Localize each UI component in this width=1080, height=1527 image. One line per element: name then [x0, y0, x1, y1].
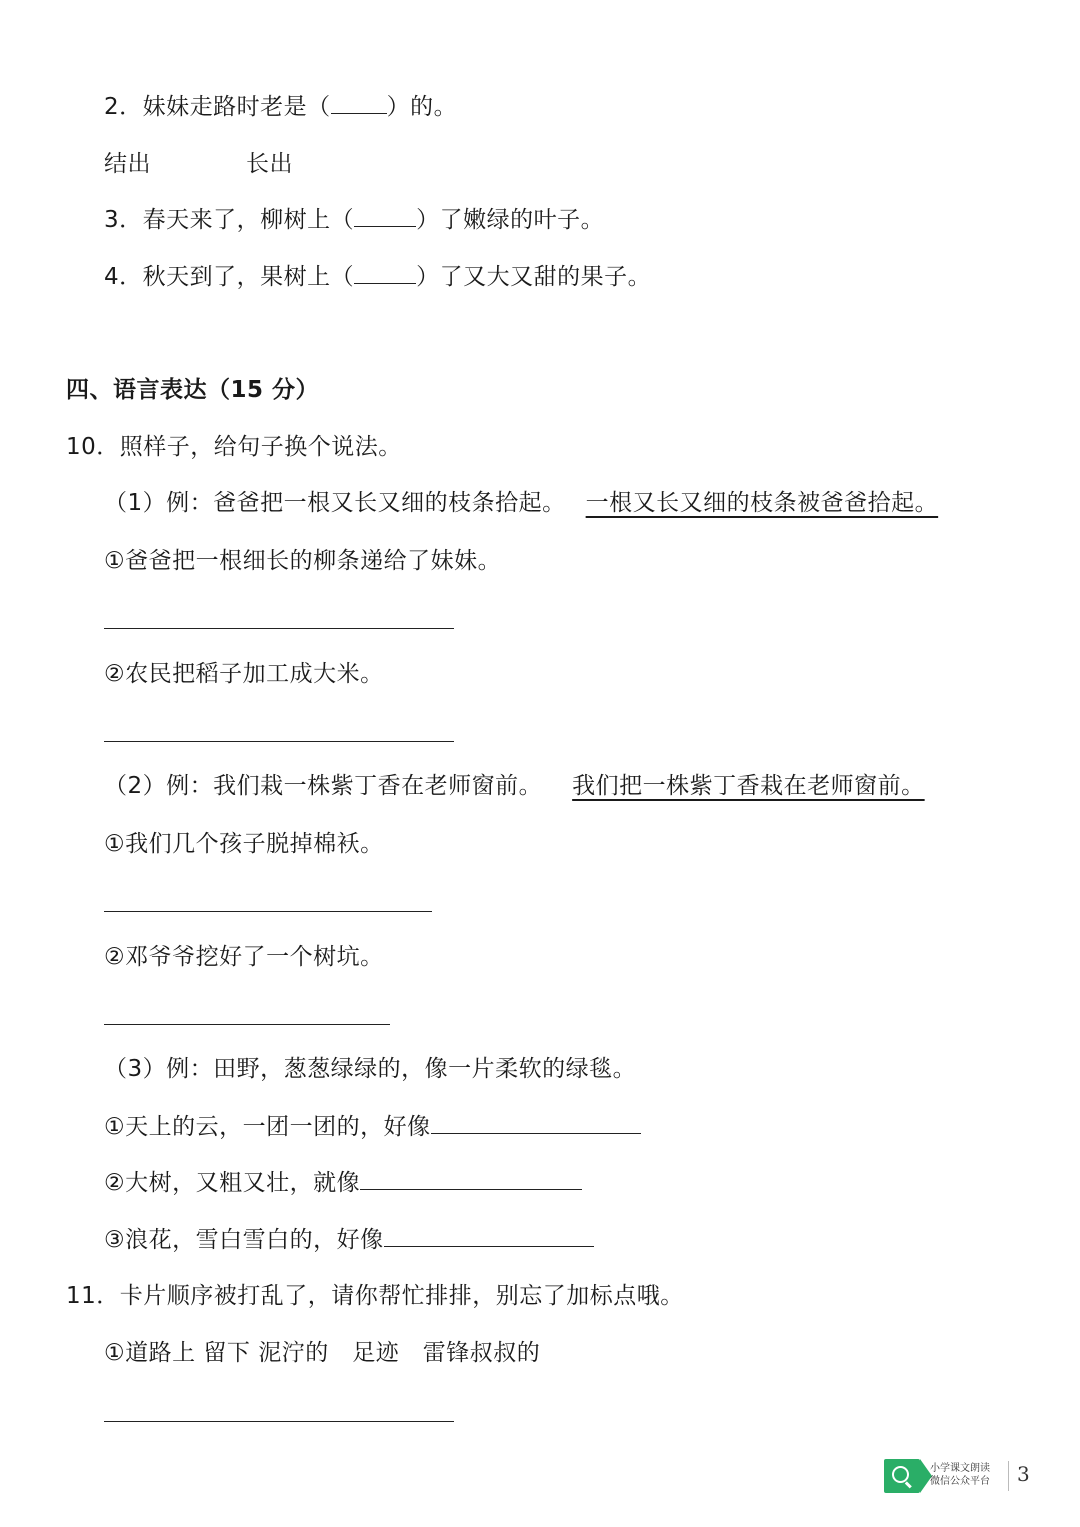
q10-example-2: [104, 770, 925, 802]
q9-item-4-tail: ）了又大又甜的果子。: [416, 264, 652, 290]
word-option-2: 长出: [246, 151, 293, 177]
q10-sentence-1: ①爸爸把一根细长的柳条递给了妹妹。: [104, 548, 502, 574]
word-option-1: 结出: [104, 151, 151, 177]
brand-line-1: 小学课文朗读: [930, 1463, 990, 1474]
q9-item-4-text: 4．秋天到了，果树上（: [104, 264, 355, 290]
q9-item-2-text: 2．妹妹走路时老是（: [104, 94, 331, 120]
q9-item-2: [104, 91, 457, 123]
q10-sentence-3: ①我们几个孩子脱掉棉袄。: [104, 831, 384, 857]
q9-item-2-tail: ）的。: [386, 94, 458, 120]
example-1-sentence: （1）例：爸爸把一根又长又细的枝条拾起。: [104, 490, 566, 516]
footer-divider: [1008, 1461, 1009, 1491]
answer-line[interactable]: [104, 1421, 454, 1422]
q10-sentence-7: [104, 1224, 594, 1256]
fill-blank[interactable]: [354, 261, 416, 284]
sentence-6-text: ②大树，又粗又壮，就像: [104, 1170, 361, 1196]
q10-sentence-4: ②邓爷爷挖好了一个树坑。: [104, 944, 384, 970]
sentence-5-text: ①天上的云，一团一团的，好像: [104, 1114, 431, 1140]
answer-line[interactable]: [104, 628, 454, 629]
answer-line[interactable]: [104, 1024, 390, 1025]
q11-cards-1: ①道路上 留下 泥泞的 足迹 雷锋叔叔的: [104, 1340, 541, 1366]
fill-blank[interactable]: [354, 204, 416, 227]
q10-example-3: （3）例：田野，葱葱绿绿的，像一片柔软的绿毯。: [104, 1056, 637, 1082]
brand-line-2: 微信公众平台: [930, 1476, 990, 1487]
q9-item-3-text: 3．春天来了，柳树上（: [104, 207, 355, 233]
fill-blank[interactable]: [331, 91, 387, 114]
sentence-7-text: ③浪花，雪白雪白的，好像: [104, 1227, 384, 1253]
answer-line[interactable]: [104, 741, 454, 742]
fill-blank[interactable]: [384, 1224, 594, 1247]
brand-badge: [884, 1459, 920, 1493]
fill-blank[interactable]: [431, 1111, 641, 1134]
q9-item-3-tail: ）了嫩绿的叶子。: [416, 207, 605, 233]
q10-example-1: [104, 487, 938, 519]
q10-sentence-6: [104, 1167, 582, 1199]
q10-stem: 10．照样子，给句子换个说法。: [66, 434, 402, 460]
example-2-sentence: （2）例：我们栽一株紫丁香在老师窗前。: [104, 773, 543, 799]
example-1-answer: 一根又长又细的枝条被爸爸拾起。: [585, 490, 939, 516]
page-number: 3: [1017, 1462, 1030, 1486]
fill-blank[interactable]: [360, 1167, 582, 1190]
q9-item-3: [104, 204, 604, 236]
word-options: [104, 148, 293, 180]
search-icon: [892, 1466, 909, 1483]
q10-sentence-2: ②农民把稻子加工成大米。: [104, 661, 384, 687]
example-2-answer: 我们把一株紫丁香栽在老师窗前。: [572, 773, 925, 799]
q10-sentence-5: [104, 1111, 641, 1143]
section-heading: 四、语言表达（15 分）: [66, 377, 320, 403]
q9-item-4: [104, 261, 651, 293]
q11-stem: 11．卡片顺序被打乱了，请你帮忙排排，别忘了加标点哦。: [66, 1283, 684, 1309]
answer-line[interactable]: [104, 911, 432, 912]
